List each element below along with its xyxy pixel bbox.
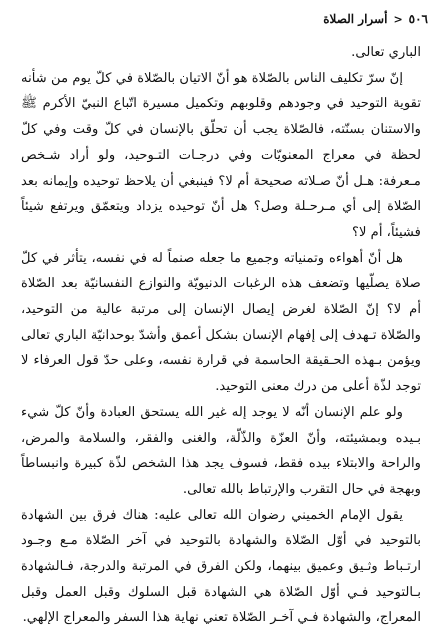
paragraph: هل أنّ أهواءه وتمنياته وجميع ما جعله صنماً له في نفسه، يتأثر في كلّ صلاة يصلّيها وتضعف هذه الرغبات الدنيويّة والنوازع النفسانيّة بعد الصّلاة أم لا؟ إنّ الصّلاة لغرض إيصال الإنسان إلى مرتبة عالية من التوحيد، والصّلاة تـهدف إلى إفهام الإنسان بشكل أعمق وأشدّ بوحدانيّة الباري تعالى ويؤمن بـهذه الحـقيقة الحاسمة في قرارة نفسه، وعلى حدّ قول العرفاء لا توجد لذّة أعلى من درك معنى التوحيد. xyxy=(21,250,421,395)
paragraph: ولو علم الإنسان أنّه لا يوجد إله غير الله يستحق العبادة وأنّ كلّ شيء بـيده وبمشيئته، وأنّ العزّة والذّلّة، والغنى والفقر، والسلامة والمرض، والراحة والابتلاء بيده فقط، فسوف يجد هذا الشخص لذّة كبيرة وانبساطاً وبهجة في حال التقرب والإرتباط بالله تعالى. xyxy=(21,404,421,497)
page-body xyxy=(21,40,421,631)
paragraph: يقول الإمام الخميني رضوان الله تعالى عليه: هناك فرق بين الشهادة بالتوحيد في أوّل الصّلاة والشهادة بالتوحيد في آخر الصّلاة مـع وجـود ارتـباط وثـيق وعميق بينهما، ولكن الفرق في المرتبة والدرجة، فـالشهادة بـالتوحيد فـي أوّل الصّلاة هي الشهادة قبل السلوك وقبل العمل وقبل المعراج، والشهادة فـي آخـر الصّلاة تعني نهاية هذا السفر والمعراج الإلهي. xyxy=(21,507,421,626)
paragraph: إنّ سرّ تكليف الناس بالصّلاة هو أنّ الاتيان بالصّلاة في كلّ يوم من شأنه تقوية التوحيد في وجودهم وقلوبهم وتكميل مسيرة اتّباع النبيّ الأكرم ﷺ والاستنان بسنّته، فالصّلاة يجب أن تحلّق بالإنسان في كلّ وقت وفي كلّ لحظة في معراج المعنويّات وفي درجـات التـوحيد، ولو أراد شـخص مـعرفة: هـل أنّ صـلاته صحيحة أم لا؟ فينبغي أن يلاحظ توحيده وإيمانه بعد الصّلاة إلى أي مـرحـلة وصل؟ هل أنّ توحيده يزداد ويتعمّق ويرتفع شيئاً فشيئاً، أم لا؟ xyxy=(21,70,421,240)
page-number: ٥٠٦ xyxy=(408,12,428,26)
header-separator-icon: < xyxy=(393,12,403,26)
paragraph-continuation: الباري تعالى. xyxy=(351,45,421,60)
page-header xyxy=(14,8,428,30)
book-title: أسرار الصلاة xyxy=(323,12,388,26)
